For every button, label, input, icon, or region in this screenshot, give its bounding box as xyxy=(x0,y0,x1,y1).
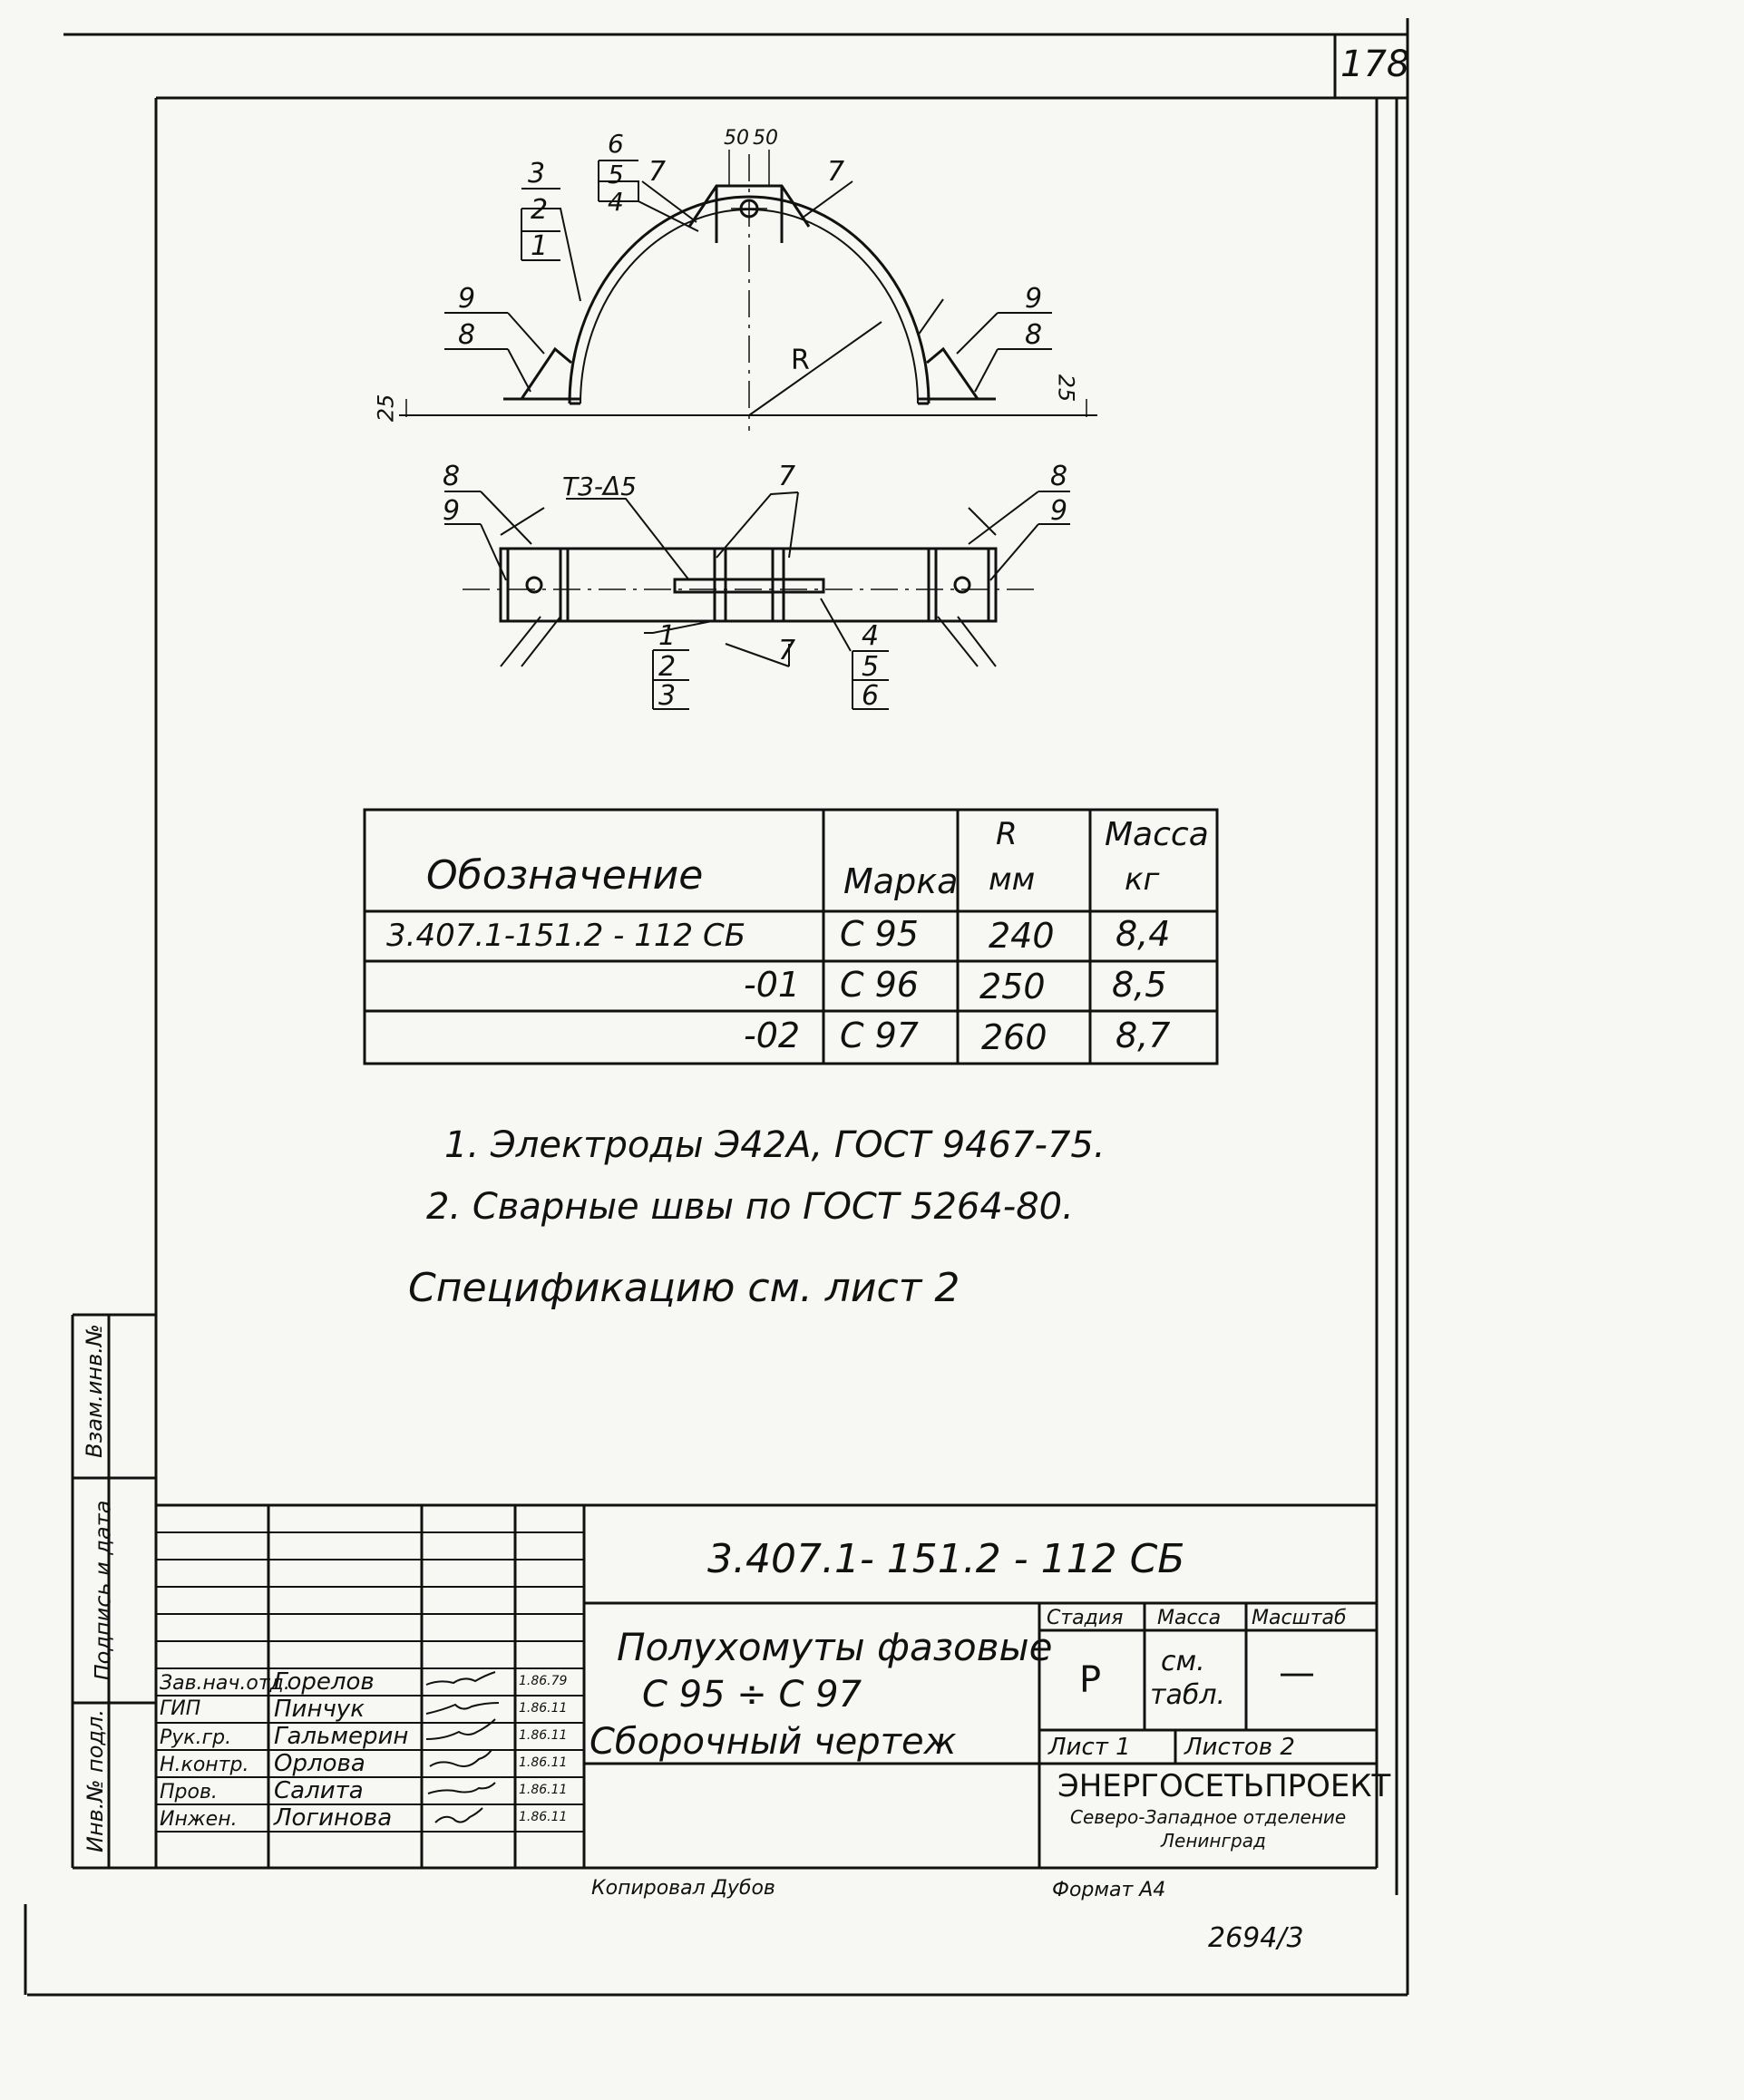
spec-reference: Спецификацию см. лист 2 xyxy=(408,1265,960,1311)
spec-row-1-mark: С 95 xyxy=(840,914,919,954)
spec-row-2-mass: 8,5 xyxy=(1112,965,1167,1005)
part-5-label: 5 xyxy=(608,160,624,190)
signature-5 xyxy=(428,1783,495,1794)
dim-50-left: 50 xyxy=(724,127,749,150)
plan-1: 1 xyxy=(658,620,677,652)
stage-label: Стадия xyxy=(1047,1607,1124,1629)
signature-4 xyxy=(430,1750,492,1766)
spec-row-3-mark: С 97 xyxy=(840,1016,919,1055)
plan-7-bottom: 7 xyxy=(778,635,796,666)
staff-date-2: 1.86.11 xyxy=(519,1701,568,1716)
spec-row-1-designation: 3.407.1-151.2 - 112 СБ xyxy=(386,918,746,954)
part-4-label: 4 xyxy=(608,187,624,217)
plan-6: 6 xyxy=(862,680,880,712)
spec-header-mass-unit: кг xyxy=(1125,861,1160,898)
weld-label: Т3-Δ5 xyxy=(562,472,637,501)
sheets-label: Листов 2 xyxy=(1184,1734,1295,1761)
organization-sub-2: Ленинград xyxy=(1161,1830,1266,1852)
spec-row-3-designation: -02 xyxy=(744,1016,801,1055)
staff-role-2: ГИП xyxy=(160,1697,201,1720)
signature-1 xyxy=(426,1672,495,1685)
organization-sub-1: Северо-Западное отделение xyxy=(1070,1806,1347,1828)
staff-role-3: Рук.гр. xyxy=(160,1726,232,1749)
spec-header-mark: Марка xyxy=(843,861,959,901)
staff-name-5: Салита xyxy=(274,1777,364,1804)
title-line-1: Полухомуты фазовые xyxy=(617,1625,1053,1669)
plan-5: 5 xyxy=(862,651,880,683)
sheet-number: 178 xyxy=(1340,44,1410,85)
spec-header-r-unit: мм xyxy=(989,861,1036,898)
part-7-label-left: 7 xyxy=(648,156,667,188)
part-8-label-left: 8 xyxy=(458,319,476,351)
note-2: 2. Сварные швы по ГОСТ 5264-80. xyxy=(426,1186,1074,1228)
plan-9-right: 9 xyxy=(1050,495,1068,527)
spec-header-designation: Обозначение xyxy=(426,852,704,899)
spec-row-3-r: 260 xyxy=(981,1017,1047,1057)
signature-6 xyxy=(435,1808,482,1823)
plan-3: 3 xyxy=(658,680,677,712)
spec-row-2-r: 250 xyxy=(979,967,1046,1006)
spec-row-1-r: 240 xyxy=(989,916,1055,956)
staff-date-5: 1.86.11 xyxy=(519,1783,568,1797)
plan-8-right: 8 xyxy=(1050,461,1068,492)
staff-name-6: Логинова xyxy=(274,1804,393,1832)
staff-role-4: Н.контр. xyxy=(160,1754,249,1776)
mass-value-2: табл. xyxy=(1150,1679,1226,1711)
mass-value-1: см. xyxy=(1161,1646,1205,1677)
footer-copied-by: Копировал Дубов xyxy=(591,1877,775,1900)
part-9-label-left: 9 xyxy=(458,283,476,315)
spec-row-3-mass: 8,7 xyxy=(1116,1016,1171,1055)
mass-label: Масса xyxy=(1157,1607,1222,1629)
staff-name-2: Пинчук xyxy=(274,1696,365,1723)
part-3-label: 3 xyxy=(528,158,546,190)
radius-label: R xyxy=(791,345,810,376)
dim-25-left: 25 xyxy=(373,394,399,423)
organization-name: ЭНЕРГОСЕТЬПРОЕКТ xyxy=(1057,1768,1391,1804)
title-line-3: Сборочный чертеж xyxy=(589,1721,957,1763)
staff-role-6: Инжен. xyxy=(160,1808,238,1831)
spec-row-2-designation: -01 xyxy=(744,965,801,1005)
part-2-label: 2 xyxy=(531,194,549,226)
scale-value: — xyxy=(1279,1652,1315,1694)
staff-role-1: Зав.нач.отд. xyxy=(160,1672,290,1695)
spec-header-r: R xyxy=(996,816,1018,852)
part-1-label: 1 xyxy=(531,230,549,262)
part-9-label-right: 9 xyxy=(1025,283,1043,315)
spec-row-1-mass: 8,4 xyxy=(1116,914,1171,954)
scale-label: Масштаб xyxy=(1252,1607,1347,1629)
spec-header-mass: Масса xyxy=(1105,816,1209,853)
staff-date-1: 1.86.79 xyxy=(519,1674,568,1688)
part-6-label: 6 xyxy=(608,129,624,159)
plan-9-left: 9 xyxy=(443,495,461,527)
staff-role-5: Пров. xyxy=(160,1781,218,1803)
staff-date-3: 1.86.11 xyxy=(519,1728,568,1743)
stage-value: Р xyxy=(1079,1659,1102,1701)
staff-name-3: Гальмерин xyxy=(274,1723,409,1750)
side-podpis: Подпись и дата xyxy=(90,1500,116,1681)
plan-7-top: 7 xyxy=(778,461,796,492)
plan-4: 4 xyxy=(862,620,880,652)
dim-25-right: 25 xyxy=(1053,374,1079,403)
staff-name-4: Орлова xyxy=(274,1750,365,1777)
plan-2: 2 xyxy=(658,651,677,683)
footer-format: Формат А4 xyxy=(1052,1879,1166,1901)
side-vzam: Взам.инв.№ xyxy=(81,1324,107,1458)
plan-8-left: 8 xyxy=(443,461,461,492)
part-8-label-right: 8 xyxy=(1025,319,1043,351)
staff-date-4: 1.86.11 xyxy=(519,1755,568,1770)
signature-2 xyxy=(426,1703,499,1714)
staff-name-1: Горелов xyxy=(274,1668,375,1696)
archive-number: 2694/3 xyxy=(1208,1922,1304,1954)
title-line-2: С 95 ÷ С 97 xyxy=(642,1674,862,1716)
sheet-label: Лист 1 xyxy=(1048,1734,1131,1761)
side-inv: Инв.№ подл. xyxy=(82,1709,108,1852)
part-7-label-right: 7 xyxy=(827,156,845,188)
drawing-code: 3.407.1- 151.2 - 112 СБ xyxy=(707,1536,1185,1582)
signature-3 xyxy=(426,1719,495,1739)
note-1: 1. Электроды Э42А, ГОСТ 9467-75. xyxy=(444,1124,1106,1166)
spec-row-2-mark: С 96 xyxy=(840,965,919,1005)
dim-50-right: 50 xyxy=(753,127,778,150)
staff-date-6: 1.86.11 xyxy=(519,1810,568,1824)
